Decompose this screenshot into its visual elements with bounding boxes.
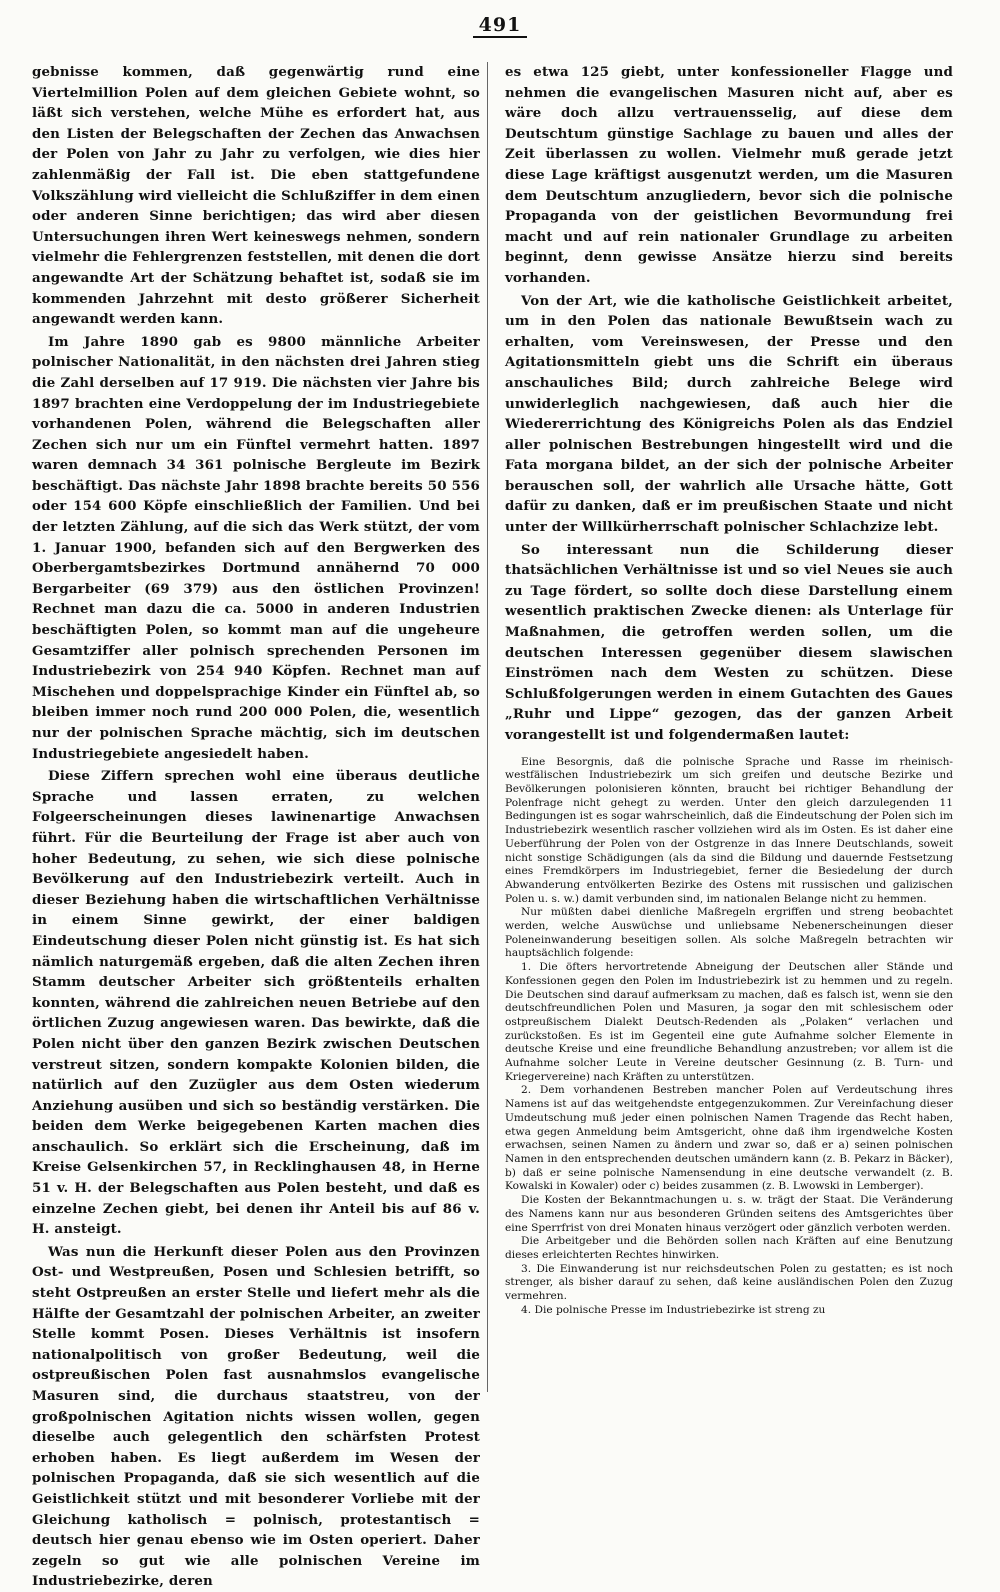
quote-paragraph: 4. Die polnische Presse im Industriebezirke ist streng zu bbox=[521, 1303, 826, 1316]
paragraph: Von der Art, wie die katholische Geistlichkeit arbeitet, um in den Polen das nationale Bewußtsein wach zu erhalten, vom Vereinswesen, der Presse und den Agitationsmitteln giebt uns die Schrift ein überaus anschauliches Bild; durch zahlreiche Belege wird unwiderleglich nachgewiesen, daß auch hier die Wiedererrichtung des Königreichs Polen als das Endziel aller polnischen Bestrebungen hingestellt wird und die Fata morgana bildet, an der sich der polnische Arbeiter berauschen soll, der wahrlich alle Ursache hätte, Gott dafür zu danken, daß er im preußischen Staate und nicht unter der Willkürherrschaft polnischer Schlachzize lebt. bbox=[505, 292, 953, 536]
quote-paragraph: Die Kosten der Bekanntmachungen u. s. w. trägt der Staat. Die Veränderung des Namens kann nur aus besonderen Gründen seitens des Amtsgerichtes über eine Sperrfrist von drei Monaten hinaus verzögert oder gänzlich verboten werden. bbox=[505, 1194, 953, 1234]
quote-paragraph: Nur müßten dabei dienliche Maßregeln ergriffen und streng beobachtet werden, welche Auswüchse und unliebsame Nebenerscheinungen dieser Poleneinwanderung beseitigen sollen. Als solche Maßregeln betrachten wir hauptsächlich folgende: bbox=[505, 906, 953, 960]
paragraph: So interessant nun die Schilderung dieser thatsächlichen Verhältnisse ist und so viel Neues sie auch zu Tage fördert, so sollte doch diese Darstellung einem wesentlich praktischen Zwecke dienen: als Unterlage für Maßnahmen, die getroffen werden sollen, um die deutschen Interessen gegenüber diesem slawischen Einströmen nach dem Westen zu schützen. Diese Schlußfolgerungen werden in einem Gutachten des Gaues „Ruhr und Lippe“ gezogen, das der ganzen Arbeit vorangestellt ist und folgendermaßen lautet: bbox=[505, 541, 953, 743]
quote-paragraph: 2. Dem vorhandenen Bestreben mancher Polen auf Verdeutschung ihres Namens ist auf das weitgehendste entgegenzukommen. Zur Vereinfachung dieser Umdeutschung muß jeder einen polnischen Namen Tragende das Recht haben, etwa gegen Anmeldung beim Amtsgericht, ohne daß ihm irgendwelche Kosten erwachsen, seinen Namen zu ändern und zwar so, daß er a) seinen polnischen Namen in den entsprechenden deutschen umändern kann (z. B. Pekarz in Bäcker), b) daß er seine polnische Namensendung in eine deutsche verwandelt (z. B. Kowalski in Kowaler) oder c) beides zusammen (z. B. Lwowski in Lemberger). bbox=[505, 1084, 953, 1193]
paragraph: Diese Ziffern sprechen wohl eine überaus deutliche Sprache und lassen erraten, zu welchen Folgeerscheinungen dieses lawinenartige Anwachsen führt. Für die Beurteilung der Frage ist aber auch von hoher Bedeutung, zu sehen, wie sich diese polnische Bevölkerung auf den Industriebezirk verteilt. Auch in dieser Beziehung haben die wirtschaftlichen Verhältnisse in einem Sinne gewirkt, der einer baldigen Eindeutschung dieser Polen nicht günstig ist. Es hat sich nämlich naturgemäß ergeben, daß die alten Zechen ihren Stamm deutscher Arbeiter sich größtenteils erhalten konnten, während die zahlreichen neuen Betriebe auf den örtlichen Zuzug angewiesen waren. Das bewirkte, daß die Polen nicht über den ganzen Bezirk zwischen Deutschen verstreut sitzen, sondern kompakte Kolonien bilden, die natürlich auf den Zuzügler aus dem Osten wiederum Anziehung ausüben und sich so beständig verstärken. Die beiden dem Werke beigegebenen Karten machen dies anschaulich. So erklärt sich die Erscheinung, daß im Kreise Gelsenkirchen 57, in Recklinghausen 48, in Herne 51 v. H. der Belegschaften aus Polen besteht, und daß es einzelne Zechen giebt, bei denen ihr Anteil bis auf 86 v. H. ansteigt. bbox=[32, 768, 480, 1238]
quote-paragraph: 1. Die öfters hervortretende Abneigung der Deutschen aller Stände und Konfessionen gegen den Polen im Industriebezirk ist zu hemmen und zu regeln. Die Deutschen sind darauf aufmerksam zu machen, daß es falsch ist, wenn sie den deutschfreundlichen Polen und Masuren, ja sogar den mit schlesischem oder ostpreußischem Dialekt Deutsch-Redenden als „Polaken“ verlachen und zurückstoßen. Es ist im Gegenteil eine gute Aufnahme solcher Elemente in deutsche Kreise und eine freundliche Behandlung anzustreben; vor allem ist die Aufnahme solcher Leute in Vereine deutscher Gesinnung (z. B. Turn- und Kriegervereine) nach Kräften zu unterstützen. bbox=[505, 961, 953, 1083]
right-column-body bbox=[505, 62, 953, 746]
quote-paragraph: Die Arbeitgeber und die Behörden sollen nach Kräften auf eine Benutzung dieses erleichterten Rechtes hinwirken. bbox=[505, 1235, 953, 1261]
paragraph: es etwa 125 giebt, unter konfessioneller Flagge und nehmen die evangelischen Masuren nicht auf, aber es wäre doch allzu vertrauensselig, auf diese dem Deutschtum günstige Sachlage zu bauen und alles der Zeit überlassen zu wollen. Vielmehr muß gerade jetzt diese Lage kräftigst ausgenutzt werden, um die Masuren dem Deutschtum anzugliedern, bevor sich die polnische Propaganda von der geistlichen Bevormundung frei macht und auf rein nationaler Grundlage zu arbeiten beginnt, denn gewisse Ansätze hierzu sind bereits vorhanden. bbox=[505, 64, 953, 286]
left-column bbox=[32, 62, 480, 1590]
page-number-text: 491 bbox=[473, 14, 528, 38]
quoted-statement bbox=[505, 756, 953, 1318]
paragraph: gebnisse kommen, daß gegenwärtig rund eine Viertelmillion Polen auf dem gleichen Gebiete wohnt, so läßt sich verstehen, welche Mühe es erfordert hat, aus den Listen der Belegschaften der Zechen das Anwachsen der Polen von Jahr zu Jahr zu verfolgen, wie dies hier zahlenmäßig der Fall ist. Die eben stattgefundene Volkszählung wird vielleicht die Schlußziffer in dem einen oder anderen Sinne berichtigen; das wird aber diesen Untersuchungen ihren Wert keineswegs nehmen, sondern vielmehr die Fehlergrenzen feststellen, mit denen die dort angewandte Art der Schätzung behaftet ist, sodaß sie im kommenden Jahrzehnt mit desto größerer Sicherheit angewandt werden kann. bbox=[32, 64, 480, 328]
page-number bbox=[0, 14, 1000, 36]
quote-paragraph: Eine Besorgnis, daß die polnische Sprache und Rasse im rheinisch-westfälischen Industriebezirk um sich greifen und deutsche Bezirke und Bevölkerungen polonisieren könnten, braucht bei richtiger Behandlung der Polenfrage nicht gehegt zu werden. Unter den gleich darzulegenden 11 Bedingungen ist es sogar wahrscheinlich, daß die Eindeutschung der Polen sich im Industriebezirk wesentlich rascher vollziehen wird als im Osten. Es ist daher eine Ueberführung der Polen von der Ostgrenze in das Innere Deutschlands, soweit nicht sonstige Schädigungen (als da sind die Bildung und dauernde Festsetzung eines Fremdkörpers im Industriegebiet, ferner die Besiedelung der durch Abwanderung entvölkerten Bezirke des Ostens mit russischen und galizischen Polen u. s. w.) damit verbunden sind, im nationalen Belange nicht zu hemmen. bbox=[505, 755, 953, 905]
quote-paragraph: 3. Die Einwanderung ist nur reichsdeutschen Polen zu gestatten; es ist noch strenger, als bisher darauf zu sehen, daß keine ausländischen Polen den Zuzug vermehren. bbox=[505, 1262, 953, 1303]
paragraph: Was nun die Herkunft dieser Polen aus den Provinzen Ost- und Westpreußen, Posen und Schlesien betrifft, so steht Ostpreußen an erster Stelle und liefert mehr als die Hälfte der Gesamtzahl der polnischen Arbeiter, an zweiter Stelle kommt Posen. Dieses Verhältnis ist insofern nationalpolitisch von großer Bedeutung, weil die ostpreußischen Polen fast ausnahmslos evangelische Masuren sind, die durchaus staatstreu, von der großpolnischen Agitation nichts wissen wollen, gegen dieselbe auch gelegentlich den schärfsten Protest erhoben haben. Es liegt außerdem im Wesen der polnischen Propaganda, daß sie sich wesentlich auf die Geistlichkeit stützt und mit besonderer Vorliebe mit der Gleichung katholisch = polnisch, protestantisch = deutsch hier genau ebenso wie im Osten operiert. Daher zegeln so gut wie alle polnischen Vereine im Industriebezirke, deren bbox=[32, 1243, 480, 1590]
paragraph: Im Jahre 1890 gab es 9800 männliche Arbeiter polnischer Nationalität, in den nächsten drei Jahren stieg die Zahl derselben auf 17 919. Die nächsten vier Jahre bis 1897 brachten eine Verdoppelung der im Industriegebiete vorhandenen Polen, während die Belegschaften aller Zechen sich nur um ein Fünftel vermehrt hatten. 1897 waren demnach 34 361 polnische Bergleute im Bezirk beschäftigt. Das nächste Jahr 1898 brachte bereits 50 556 oder 154 600 Köpfe einschließlich der Familien. Und bei der letzten Zählung, auf die sich das Werk stützt, der vom 1. Januar 1900, befanden sich auf den Bergwerken des Oberbergamtsbezirkes Dortmund annähernd 70 000 Bergarbeiter (69 379) aus den östlichen Provinzen! Rechnet man dazu die ca. 5000 in anderen Industrien beschäftigten Polen, so kommt man auf die ungeheure Gesamtziffer aller polnisch sprechenden Personen im Industriebezirk von 254 940 Köpfen. Rechnet man auf Mischehen und doppelsprachige Kinder ein Fünftel ab, so bleiben immer noch rund 200 000 Polen, die, wesentlich nur der polnischen Sprache mächtig, sich im deutschen Industriegebiete angesiedelt haben. bbox=[32, 333, 480, 762]
right-column bbox=[505, 62, 953, 1394]
column-divider bbox=[487, 62, 488, 1392]
